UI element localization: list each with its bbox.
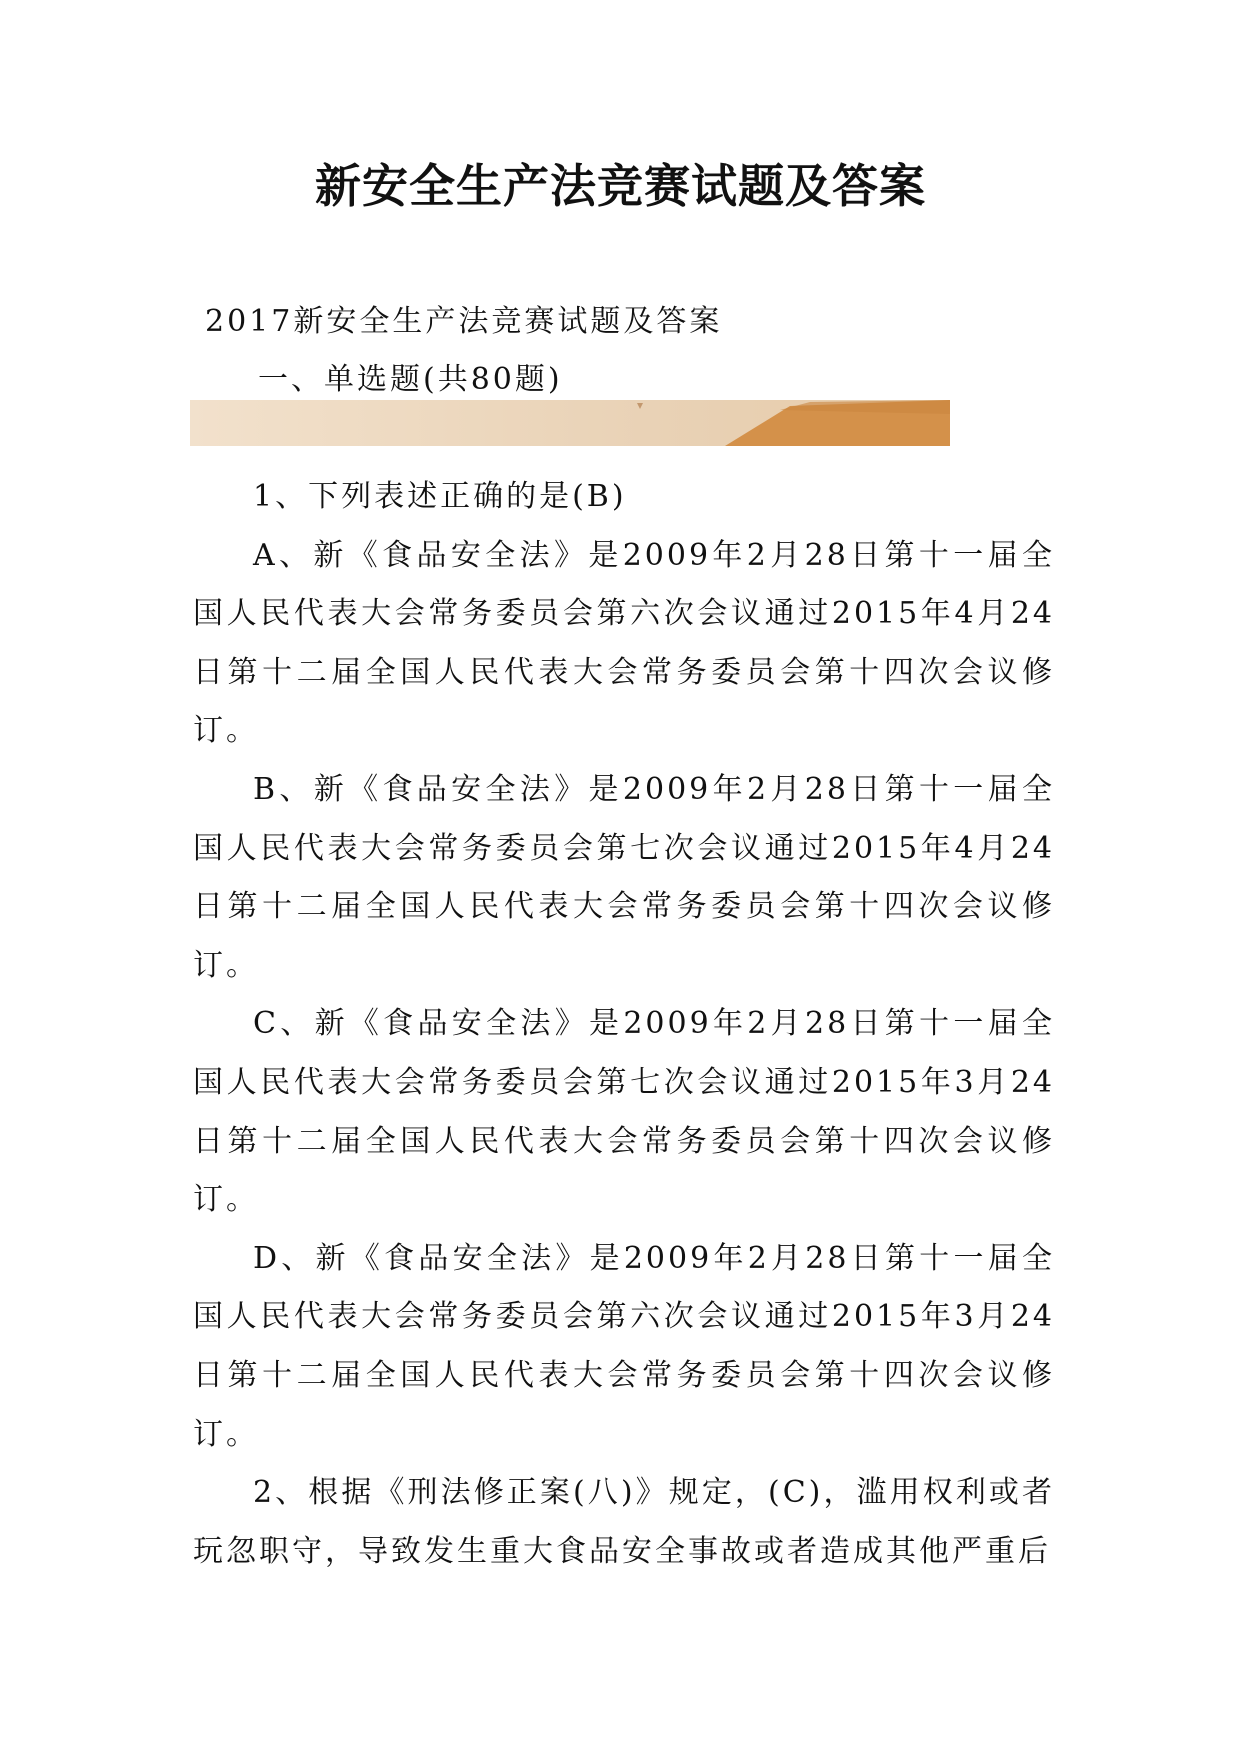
- document-title: 新安全生产法竞赛试题及答案: [315, 159, 926, 213]
- document-body: [193, 468, 1055, 1581]
- question-1-option-c: C、新《食品安全法》是2009年2月28日第十一届全国人民代表大会常务委员会第七次会议通过2015年3月24日第十二届全国人民代表大会常务委员会第十四次会议修订。: [193, 1006, 1055, 1218]
- question-1-option-a: A、新《食品安全法》是2009年2月28日第十一届全国人民代表大会常务委员会第六次会议通过2015年4月24日第十二届全国人民代表大会常务委员会第十四次会议修订。: [193, 537, 1055, 749]
- question-1-option-d: D、新《食品安全法》是2009年2月28日第十一届全国人民代表大会常务委员会第六次会议通过2015年3月24日第十二届全国人民代表大会常务委员会第十四次会议修订。: [193, 1240, 1055, 1452]
- section-heading: 一、单选题(共80题): [258, 362, 563, 397]
- question-1-option-b: B、新《食品安全法》是2009年2月28日第十一届全国人民代表大会常务委员会第七次会议通过2015年4月24日第十二届全国人民代表大会常务委员会第十四次会议修订。: [193, 771, 1055, 983]
- banner-graphic: [190, 400, 950, 446]
- decorative-banner-image: [190, 400, 950, 446]
- question-1-stem: 1、下列表述正确的是(B): [253, 479, 627, 514]
- document-subtitle: 2017新安全生产法竞赛试题及答案: [205, 304, 723, 339]
- question-2-stem: 2、根据《刑法修正案(八)》规定，(C)，滥用权利或者玩忽职守，导致发生重大食品安全事故或者造成其他严重后: [193, 1475, 1055, 1569]
- banner-small-mark: [637, 403, 643, 409]
